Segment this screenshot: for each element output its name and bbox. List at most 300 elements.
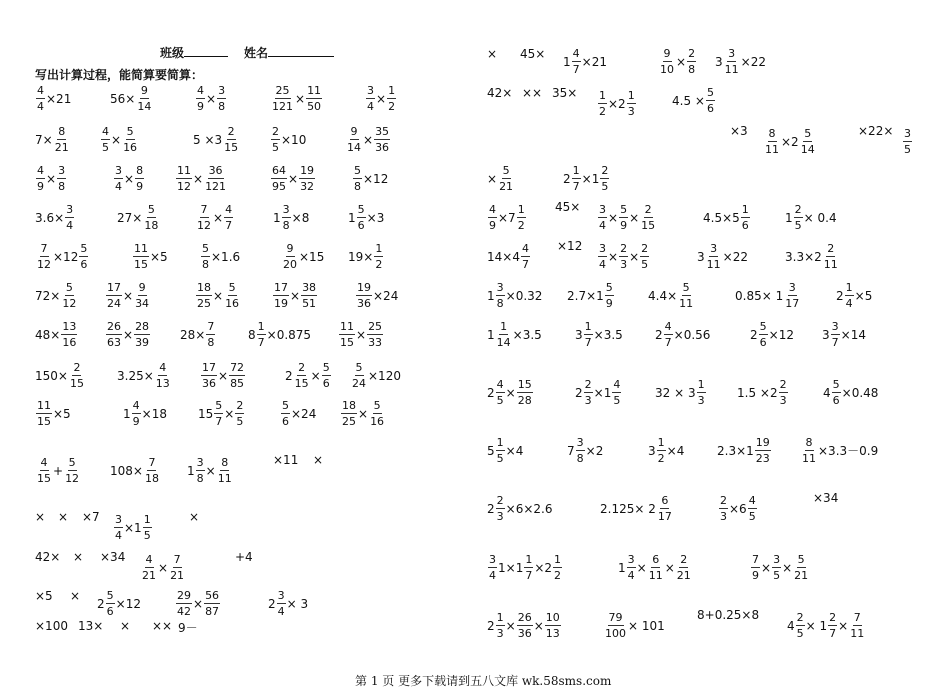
expression-text: ×34 (813, 491, 839, 505)
math-exercise (35, 399, 71, 428)
denominator: 36 (517, 627, 532, 640)
fraction (496, 281, 505, 310)
math-exercise (365, 84, 397, 113)
math-exercise (105, 281, 151, 310)
numerator: 5 (228, 281, 236, 294)
fraction (141, 553, 157, 582)
denominator: 8 (576, 452, 584, 465)
denominator: 7 (225, 219, 233, 232)
fraction (346, 125, 362, 154)
denominator: 63 (107, 336, 121, 349)
fraction (114, 164, 123, 193)
expression-text: × (487, 171, 498, 186)
math-exercise (285, 361, 332, 390)
fraction (271, 125, 280, 154)
expression-text: ×34 (100, 550, 126, 564)
fraction (496, 494, 505, 523)
class-blank-line (184, 44, 228, 57)
numerator: 2 (827, 242, 835, 255)
math-exercise (487, 281, 542, 310)
denominator: 11 (823, 258, 838, 271)
expression-text: ×21 (581, 54, 607, 69)
fraction (36, 456, 52, 485)
denominator: 5 (236, 415, 244, 428)
numerator: 4 (521, 242, 529, 255)
expression-text: 4.5×5 (703, 210, 740, 225)
expression-text: × (358, 406, 369, 421)
numerator: 19 (300, 164, 315, 177)
math-exercise (268, 589, 308, 618)
page-footer: 第 1 页 更多下载请到五八文库 wk.58sms.com (355, 674, 612, 688)
denominator: 42 (177, 605, 191, 618)
math-exercise (313, 453, 323, 467)
expression-text: × (356, 327, 367, 342)
expression-text: 3 (715, 54, 723, 69)
name-blank-line (268, 44, 334, 57)
math-exercise (180, 320, 216, 349)
expression-text: × (124, 171, 135, 186)
fraction (676, 553, 692, 582)
expression-text: 13× (78, 619, 104, 633)
denominator: 5 (143, 529, 151, 542)
math-exercise (737, 378, 789, 407)
numerator: 2 (584, 378, 592, 391)
numerator: 5 (68, 456, 76, 469)
math-exercise (200, 361, 246, 390)
numerator: 1 (375, 242, 383, 255)
denominator: 16 (370, 415, 385, 428)
numerator: 1 (388, 84, 396, 97)
denominator: 11 (648, 569, 663, 582)
fraction (517, 378, 533, 407)
fraction (488, 203, 497, 232)
denominator: 3 (720, 510, 727, 523)
numerator: 3 (277, 589, 285, 602)
math-exercise (105, 320, 151, 349)
fraction (619, 242, 628, 271)
expression-text: ×24 (291, 406, 317, 421)
denominator: 2 (517, 219, 525, 232)
math-exercise (836, 281, 872, 310)
numerator: 26 (107, 320, 121, 333)
numerator: 5 (147, 203, 155, 216)
numerator: 2 (720, 494, 727, 507)
numerator: 11 (177, 164, 191, 177)
math-exercise (35, 456, 81, 485)
math-exercise (763, 127, 817, 156)
math-exercise (117, 361, 172, 390)
expression-text: 1 (487, 327, 495, 342)
fraction (496, 611, 505, 640)
denominator: 9 (132, 415, 140, 428)
math-exercise (175, 164, 228, 193)
fraction (277, 589, 286, 618)
denominator: 36 (202, 377, 216, 390)
math-exercise (113, 513, 153, 542)
math-exercise (563, 47, 607, 76)
expression-text: × (676, 54, 687, 69)
expression-text: 5 (487, 443, 495, 458)
expression-text: 19× (348, 249, 374, 264)
denominator: 21 (499, 180, 514, 193)
expression-text: × (158, 560, 169, 575)
numerator: 3 (710, 242, 718, 255)
expression-text: 4 (823, 385, 831, 400)
numerator: 1 (500, 320, 508, 333)
fraction (176, 589, 192, 618)
math-exercise (487, 47, 497, 61)
fraction (54, 125, 70, 154)
denominator: 11 (850, 627, 865, 640)
expression-text: 2 (487, 501, 495, 516)
math-exercise (813, 491, 838, 505)
numerator: 2 (829, 611, 837, 624)
math-exercise (902, 127, 913, 156)
expression-text: × (290, 288, 301, 303)
numerator: 4 (225, 203, 233, 216)
fraction (627, 553, 636, 582)
fraction (217, 84, 226, 113)
fraction (387, 84, 396, 113)
numerator: 3 (728, 47, 736, 60)
math-exercise (567, 281, 615, 310)
numerator: 2 (272, 125, 279, 138)
expression-text: 3 (648, 443, 656, 458)
fraction (133, 242, 149, 271)
fraction (627, 89, 636, 118)
math-exercise (618, 553, 693, 582)
expression-text: 1 (348, 210, 356, 225)
expression-text: 1 (273, 210, 281, 225)
math-exercise (110, 456, 161, 485)
denominator: 9 (197, 100, 204, 113)
fraction (772, 553, 781, 582)
numerator: 2 (298, 361, 306, 374)
denominator: 21 (142, 569, 156, 582)
numerator: 8 (805, 436, 813, 449)
math-exercise (78, 619, 103, 633)
expression-text: ×3.3－0.9 (818, 444, 879, 458)
expression-text: ×2 (608, 96, 626, 111)
numerator: 1 (845, 281, 853, 294)
expression-text: ×× (522, 86, 543, 100)
expression-text: × (111, 132, 122, 147)
numerator: 7 (207, 320, 215, 333)
denominator: 11 (679, 297, 694, 310)
math-exercise (73, 550, 83, 564)
expression-text: × (629, 210, 640, 225)
denominator: 5 (796, 627, 804, 640)
expression-text: × (58, 510, 69, 524)
numerator: 7 (173, 553, 181, 566)
numerator: 4 (37, 84, 44, 97)
numerator: 1 (697, 378, 705, 391)
fraction (106, 320, 122, 349)
expression-text: ×2 (781, 134, 799, 149)
fraction (764, 127, 780, 156)
fraction (217, 456, 233, 485)
fraction (849, 611, 865, 640)
math-exercise (272, 281, 318, 310)
numerator: 5 (620, 203, 628, 216)
expression-text: × (120, 619, 131, 633)
fraction (341, 399, 357, 428)
math-exercise (35, 510, 45, 524)
numerator: 2 (620, 242, 628, 255)
expression-text: 7× (35, 132, 53, 147)
fraction (155, 361, 171, 390)
denominator: 32 (300, 180, 315, 193)
numerator: 3 (788, 281, 796, 294)
instruction-text: 写出计算过程，能简算要简算： (35, 68, 204, 82)
expression-text: 2 (268, 596, 276, 611)
fraction (498, 164, 514, 193)
expression-text: 2 (655, 327, 663, 342)
fraction (576, 436, 585, 465)
math-exercise (175, 589, 221, 618)
math-exercise (575, 320, 623, 349)
denominator: 4 (66, 219, 74, 232)
expression-text: × (608, 210, 619, 225)
math-exercise (487, 611, 562, 640)
denominator: 15 (37, 472, 51, 485)
numerator: 4 (102, 125, 109, 138)
denominator: 15 (294, 377, 309, 390)
denominator: 9 (489, 219, 496, 232)
fraction (678, 281, 694, 310)
expression-text: ×1.6 (211, 249, 241, 264)
fraction (367, 320, 383, 349)
numerator: 5 (706, 86, 714, 99)
math-exercise (648, 436, 684, 465)
expression-text: 9－ (178, 621, 198, 635)
denominator: 6 (106, 605, 114, 618)
math-exercise (655, 378, 707, 407)
math-exercise (567, 436, 603, 465)
fraction (657, 436, 666, 465)
expression-text: ×12 (115, 596, 141, 611)
expression-text: 27× (117, 210, 143, 225)
expression-text: ×11 (273, 453, 299, 467)
denominator: 6 (357, 219, 365, 232)
math-exercise (235, 550, 253, 564)
expression-text: 42× (35, 550, 61, 564)
numerator: 4 (132, 399, 140, 412)
denominator: 12 (37, 258, 51, 271)
denominator: 16 (123, 141, 138, 154)
numerator: 5 (354, 164, 361, 177)
numerator: 1 (143, 513, 151, 526)
math-exercise (735, 281, 801, 310)
name-field (244, 44, 334, 61)
expression-text: 56× (110, 91, 136, 106)
denominator: 15 (69, 377, 84, 390)
expression-text: 2 (836, 288, 844, 303)
denominator: 39 (135, 336, 150, 349)
numerator: 4 (489, 203, 496, 216)
denominator: 9 (620, 219, 628, 232)
numerator: 2 (496, 494, 504, 507)
expression-text: ×12 (363, 171, 389, 186)
denominator: 33 (368, 336, 383, 349)
denominator: 25 (197, 297, 211, 310)
expression-text: ×1 (581, 171, 600, 186)
numerator: 56 (205, 589, 220, 602)
expression-text: 2 (563, 171, 571, 186)
fraction (143, 513, 152, 542)
math-exercise (822, 320, 866, 349)
math-exercise (35, 203, 75, 232)
numerator: 7 (40, 242, 48, 255)
math-exercise (597, 242, 650, 271)
numerator: 5 (355, 361, 363, 374)
numerator: 17 (202, 361, 216, 374)
fraction (36, 84, 45, 113)
denominator: 7 (521, 258, 529, 271)
math-exercise (487, 436, 523, 465)
denominator: 7 (215, 415, 223, 428)
expression-text: × (636, 560, 647, 575)
math-exercise (672, 86, 716, 115)
numerator: 6 (652, 553, 660, 566)
denominator: 5 (748, 510, 756, 523)
numerator: 17 (107, 281, 121, 294)
denominator: 8 (196, 472, 204, 485)
fraction (282, 203, 291, 232)
expression-text: ×12 (557, 239, 583, 253)
fraction (271, 164, 287, 193)
denominator: 16 (225, 297, 240, 310)
math-exercise (270, 164, 316, 193)
numerator: 29 (177, 589, 191, 602)
fraction (748, 494, 757, 523)
math-exercise (100, 550, 125, 564)
numerator: 8 (768, 127, 776, 140)
math-exercise (350, 361, 401, 390)
numerator: 9 (286, 242, 294, 255)
denominator: 3 (584, 394, 592, 407)
numerator: 38 (302, 281, 317, 294)
denominator: 28 (517, 394, 532, 407)
math-exercise (352, 164, 388, 193)
numerator: 1 (657, 436, 665, 449)
fraction (584, 320, 593, 349)
numerator: 5 (65, 281, 73, 294)
fraction (832, 378, 841, 407)
numerator: 2 (236, 399, 244, 412)
math-exercise (35, 619, 68, 633)
fraction (281, 399, 290, 428)
math-exercise (487, 164, 515, 193)
expression-text: ×0.48 (841, 385, 879, 400)
numerator: 26 (517, 611, 532, 624)
math-exercise (281, 242, 324, 271)
denominator: 8 (688, 63, 696, 76)
fraction (196, 281, 212, 310)
numerator: 1 (257, 320, 265, 333)
expression-text: × (213, 288, 224, 303)
expression-text: 2.7×1 (567, 288, 604, 303)
numerator: 3 (599, 203, 606, 216)
denominator: 7 (525, 569, 533, 582)
denominator: 23 (755, 452, 770, 465)
expression-text: ×0.32 (505, 288, 543, 303)
expression-text: × (313, 453, 324, 467)
numerator: 3 (66, 203, 74, 216)
expression-text: × (213, 210, 224, 225)
numerator: 25 (275, 84, 290, 97)
expression-text: 1.5 ×2 (737, 385, 778, 400)
denominator: 14 (137, 100, 152, 113)
fraction (604, 611, 627, 640)
denominator: 4 (489, 569, 496, 582)
denominator: 6 (282, 415, 289, 428)
numerator: 1 (496, 436, 504, 449)
fraction (136, 84, 152, 113)
fraction (306, 84, 322, 113)
fraction (282, 242, 298, 271)
numerator: 3 (904, 127, 911, 140)
numerator: 1 (584, 320, 592, 333)
expression-text: ×0.875 (266, 327, 312, 342)
fraction (600, 164, 609, 193)
fraction (36, 164, 45, 193)
expression-text: ×2 (585, 443, 604, 458)
expression-text: × (310, 368, 321, 383)
expression-text: 15 (198, 406, 214, 421)
numerator: 4 (664, 320, 672, 333)
math-exercise (189, 510, 199, 524)
fraction (903, 127, 912, 156)
math-exercise (273, 203, 309, 232)
numerator: 5 (797, 553, 805, 566)
numerator: 2 (227, 125, 235, 138)
expression-text: 2 (285, 368, 293, 383)
expression-text: ×1 (124, 520, 142, 535)
expression-text: ×3 (366, 210, 385, 225)
fraction (659, 47, 675, 76)
denominator: 8 (354, 180, 361, 193)
fraction (206, 320, 215, 349)
expression-text: × (193, 171, 204, 186)
math-exercise (787, 611, 866, 640)
numerator: 3 (367, 84, 374, 97)
numerator: 8 (221, 456, 229, 469)
denominator: 8 (282, 219, 290, 232)
fraction (322, 361, 331, 390)
denominator: 17 (785, 297, 800, 310)
math-exercise (195, 281, 241, 310)
math-exercise (35, 550, 60, 564)
math-exercise (82, 510, 100, 524)
numerator: 1 (525, 553, 533, 566)
denominator: 3 (627, 105, 635, 118)
numerator: 5 (322, 361, 330, 374)
fraction (204, 589, 220, 618)
math-exercise (178, 619, 198, 636)
expression-text: + (53, 463, 64, 478)
numerator: 19 (755, 436, 770, 449)
expression-text: 3.25× (117, 368, 154, 383)
fraction (545, 611, 561, 640)
fraction (598, 89, 607, 118)
denominator: 5 (613, 394, 621, 407)
numerator: 5 (373, 399, 381, 412)
fraction (201, 242, 210, 271)
expression-text: 1 (123, 406, 131, 421)
math-exercise (195, 84, 227, 113)
fraction (64, 456, 80, 485)
